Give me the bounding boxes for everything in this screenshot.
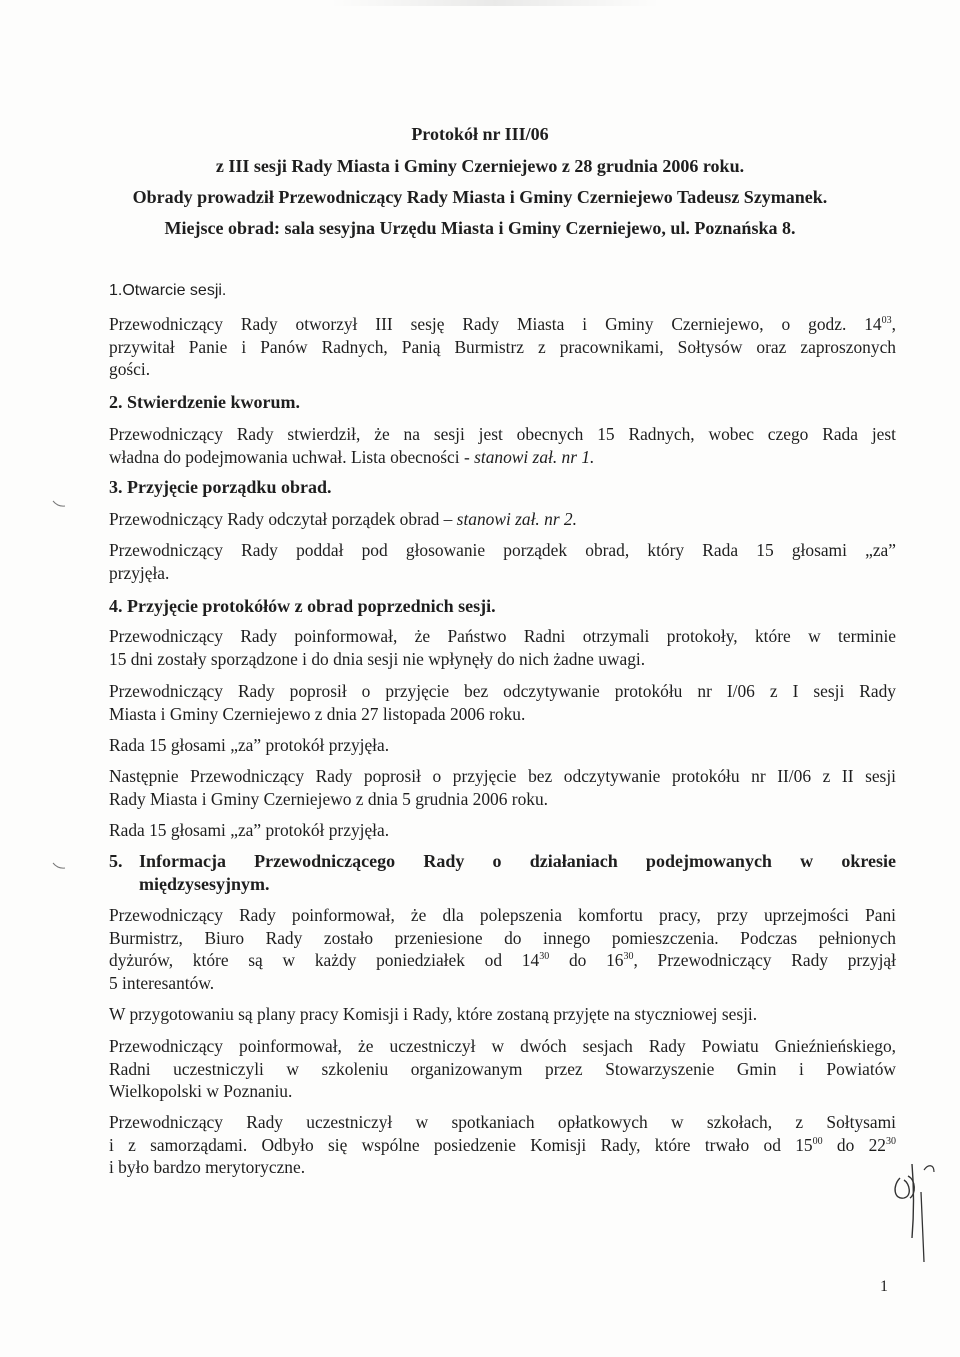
s5-p1-line-3: dyżurów, które są w każdy poniedziałek od $14^{30}$ do $16^{30}$, Przewodniczący Rady przyjął — [109, 950, 896, 970]
s5-p1-line-4: 5 interesantów. — [109, 972, 215, 993]
margin-mark-icon — [52, 862, 66, 870]
chair-line: Obrady prowadził Przewodniczący Rady Miasta i Gminy Czerniejewo Tadeusz Szymanek. — [132, 187, 828, 207]
s3-p2-line-1: Przewodniczący Rady poddał pod głosowanie porządek obrad, który Rada 15 głosami „za” — [109, 540, 896, 560]
section-5-paragraph-4 — [109, 1111, 896, 1179]
s2-line-2: władna do podejmowania uchwał. Lista obecności - stanowi zał. nr 1. — [109, 446, 595, 467]
section-1-heading: 1.Otwarcie sesji. — [109, 282, 227, 299]
document-subtitle: z III sesji Rady Miasta i Gminy Czerniejewo z 28 grudnia 2006 roku. — [215, 156, 745, 176]
signature-initials-icon — [888, 1158, 948, 1268]
s1-line-1: Przewodniczący Rady otworzył III sesję Rady Miasta i Gminy Czerniejewo, o godz. $14^{03}$, — [109, 314, 896, 334]
section-5-paragraph-3 — [109, 1035, 896, 1103]
place-line: Miejsce obrad: sala sesyjna Urzędu Miasta i Gminy Czerniejewo, ul. Poznańska 8. — [164, 218, 796, 238]
s2-line-1: Przewodniczący Rady stwierdził, że na sesji jest obecnych 15 Radnych, wobec czego Rada jest — [109, 424, 896, 444]
scan-artifact — [330, 0, 660, 6]
s5-p1-line-2: Burmistrz, Biuro Rady zostało przeniesione do innego pomieszczenia. Podczas pełnionych — [109, 927, 896, 948]
section-2-heading: 2. Stwierdzenie kworum. — [109, 392, 300, 412]
s5-p3-line-3: Wielkopolski w Poznaniu. — [109, 1081, 293, 1101]
page-number: 1 — [880, 1278, 888, 1295]
attachment-ref-2: stanowi zał. nr 2. — [456, 509, 577, 529]
section-4-paragraph-1 — [109, 625, 896, 670]
section-4-paragraph-5: Rada 15 głosami „za” protokół przyjęła. — [109, 820, 390, 840]
s1-line-3: gości. — [109, 359, 151, 379]
s3-p2-line-2: przyjęła. — [109, 562, 170, 583]
s5-heading-line-1: Informacja Przewodniczącego Rady o działaniach podejmowanych w okresie — [139, 851, 896, 871]
section-3-heading: 3. Przyjęcie porządku obrad. — [109, 477, 332, 497]
section-4-paragraph-3: Rada 15 głosami „za” protokół przyjęła. — [109, 735, 390, 755]
s5-p4-line-2: i z samorządami. Odbyło się wspólne posiedzenie Komisji Rady, które trwało od $15^{00}$ do $22^{30}$ — [109, 1134, 896, 1155]
s4-p2-line-1: Przewodniczący Rady poprosił o przyjęcie bez odczytywanie protokółu nr I/06 z I sesji Rady — [109, 681, 896, 701]
section-5-paragraph-1 — [109, 904, 896, 994]
section-4-heading: 4. Przyjęcie protokółów z obrad poprzednich sesji. — [109, 596, 496, 616]
section-1-paragraph — [109, 313, 896, 381]
section-5-paragraph-2: W przygotowaniu są plany pracy Komisji i Rady, które zostaną przyjęte na styczniowej sesji. — [109, 1004, 758, 1024]
section-4-paragraph-4 — [109, 765, 896, 810]
s4-p1-line-1: Przewodniczący Rady poinformował, że Państwo Radni otrzymali protokoły, które w terminie — [109, 626, 896, 646]
s5-heading-line-2: międzysesyjnym. — [139, 873, 270, 894]
section-3-paragraph-1: Przewodniczący Rady odczytał porządek obrad – stanowi zał. nr 2. — [109, 509, 577, 529]
s4-p4-line-2: Rady Miasta i Gminy Czerniejewo z dnia 5 grudnia 2006 roku. — [109, 788, 549, 809]
section-5-number: 5. — [109, 851, 123, 871]
s5-p3-line-1: Przewodniczący poinformował, że uczestniczył w dwóch sesjach Rady Powiatu Gnieźnieńskiego, — [109, 1036, 896, 1056]
s5-p4-line-1: Przewodniczący Rady uczestniczył w spotkaniach opłatkowych w szkołach, z Sołtysami — [109, 1112, 896, 1132]
s5-p3-line-2: Radni uczestniczyli w szkoleniu organizowanym przez Stowarzyszenie Gmin i Powiatów — [109, 1058, 896, 1079]
s4-p4-line-1: Następnie Przewodniczący Rady poprosił o przyjęcie bez odczytywanie protokółu nr II/06 z II sesji — [109, 766, 896, 786]
margin-mark-icon — [52, 500, 66, 508]
section-4-paragraph-2 — [109, 680, 896, 725]
s4-p1-line-2: 15 dni zostały sporządzone i do dnia sesji nie wpłynęły do nich żadne uwagi. — [109, 648, 646, 669]
section-2-paragraph — [109, 423, 896, 468]
s1-line-2: przywitał Panie i Panów Radnych, Panią Burmistrz z pracownikami, Sołtysów oraz zaproszonych — [109, 336, 896, 357]
document-title: Protokół nr III/06 — [411, 124, 549, 144]
section-3-paragraph-2 — [109, 539, 896, 584]
s5-p1-line-1: Przewodniczący Rady poinformował, że dla polepszenia komfortu pracy, przy uprzejmości Pani — [109, 905, 896, 925]
attachment-ref-1: stanowi zał. nr 1. — [474, 446, 595, 467]
s5-p4-line-3: i było bardzo merytoryczne. — [109, 1157, 306, 1177]
s4-p2-line-2: Miasta i Gminy Czerniejewo z dnia 27 listopada 2006 roku. — [109, 703, 526, 724]
section-5-heading — [109, 850, 896, 896]
